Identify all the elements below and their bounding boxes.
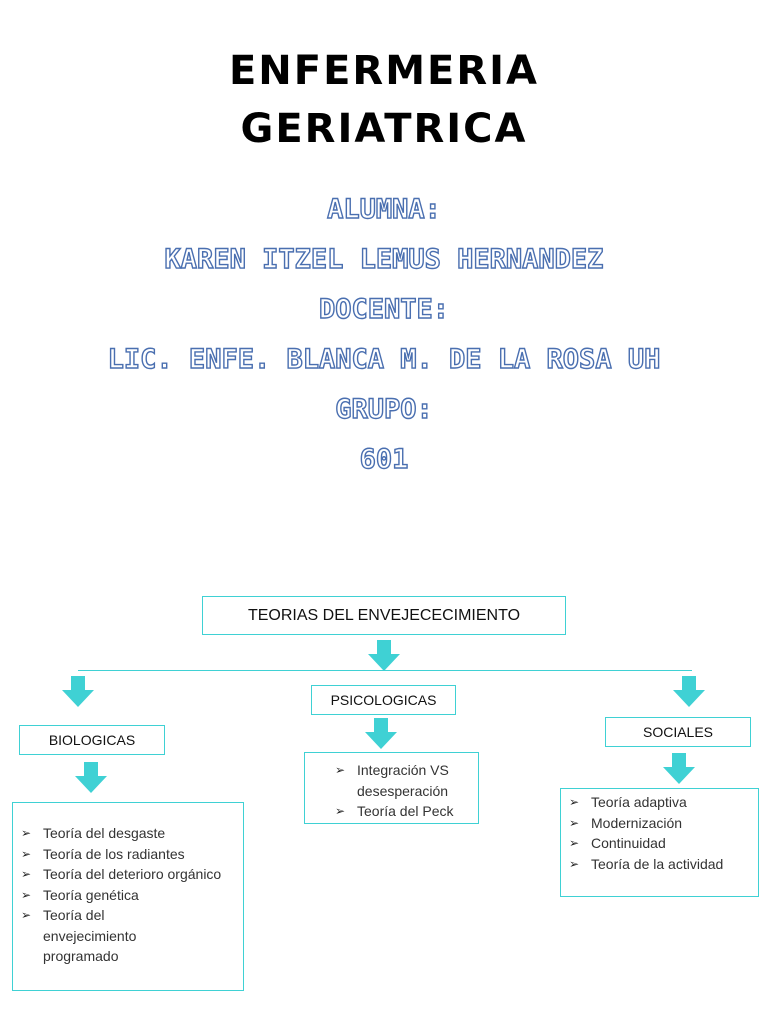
student-label: ALUMNA: [327,194,441,225]
root-node [202,596,566,635]
branch-sociales-label: SOCIALES [642,724,714,740]
bullet-arrow-icon: ➢ [335,763,346,777]
bullet-arrow-icon: ➢ [569,856,580,871]
arrow-down-icon [74,762,108,794]
title-line-1: ENFERMERIA [228,48,540,94]
bullet-arrow-icon: ➢ [335,804,346,818]
list-item: ➢ Teoría genética [19,885,241,906]
arrow-down-icon [367,640,401,672]
biologicas-list [19,823,241,967]
list-item: ➢ Teoría adaptiva [567,792,755,813]
psicologicas-list-box [304,752,479,824]
biologicas-list-box [12,802,244,991]
bullet-arrow-icon: ➢ [569,836,580,850]
root-node-label: TEORIAS DEL ENVEJECECIMIENTO [247,606,521,624]
list-item: ➢ Teoría del desgaste [19,823,241,844]
title-line-2: GERIATRICA [240,106,528,152]
arrow-down-icon [672,676,706,708]
branch-biologicas [19,725,165,755]
student-name: KAREN ITZEL LEMUS HERNANDEZ [164,244,604,275]
bullet-arrow-icon: ➢ [21,826,32,840]
arrow-down-icon [364,718,398,750]
list-item: ➢ Teoría de los radiantes [19,844,241,865]
sociales-list [567,792,755,874]
bullet-arrow-icon: ➢ [569,815,580,830]
group-value: 601 [359,444,409,475]
arrow-down-icon [61,676,95,708]
bullet-arrow-icon: ➢ [21,908,32,922]
list-item: ➢ Teoría del envejecimiento programado [21,907,137,964]
list-item: ➢ Teoría del Peck [333,801,475,822]
list-item: ➢ Teoría del deterioro orgánico [19,864,241,885]
list-item: ➢ Integración VS desesperación [335,762,449,799]
arrow-down-icon [662,753,696,785]
psicologicas-list [333,760,475,822]
branch-psicologicas-label: PSICOLOGICAS [330,692,437,708]
list-item: ➢ Continuidad [567,833,755,854]
teacher-label: DOCENTE: [318,294,450,325]
list-item: ➢ Teoría de la actividad [567,854,755,875]
bullet-arrow-icon: ➢ [569,795,580,809]
list-item: ➢ Modernización [567,813,755,834]
branch-psicologicas [311,685,456,715]
group-label: GRUPO: [335,394,433,425]
branch-sociales [605,717,751,747]
sociales-list-box [560,788,759,897]
teacher-name: LIC. ENFE. BLANCA M. DE LA ROSA UH [107,344,661,375]
branch-biologicas-label: BIOLOGICAS [48,732,136,748]
bullet-arrow-icon: ➢ [21,887,32,902]
bullet-arrow-icon: ➢ [21,867,32,881]
bullet-arrow-icon: ➢ [21,846,32,861]
